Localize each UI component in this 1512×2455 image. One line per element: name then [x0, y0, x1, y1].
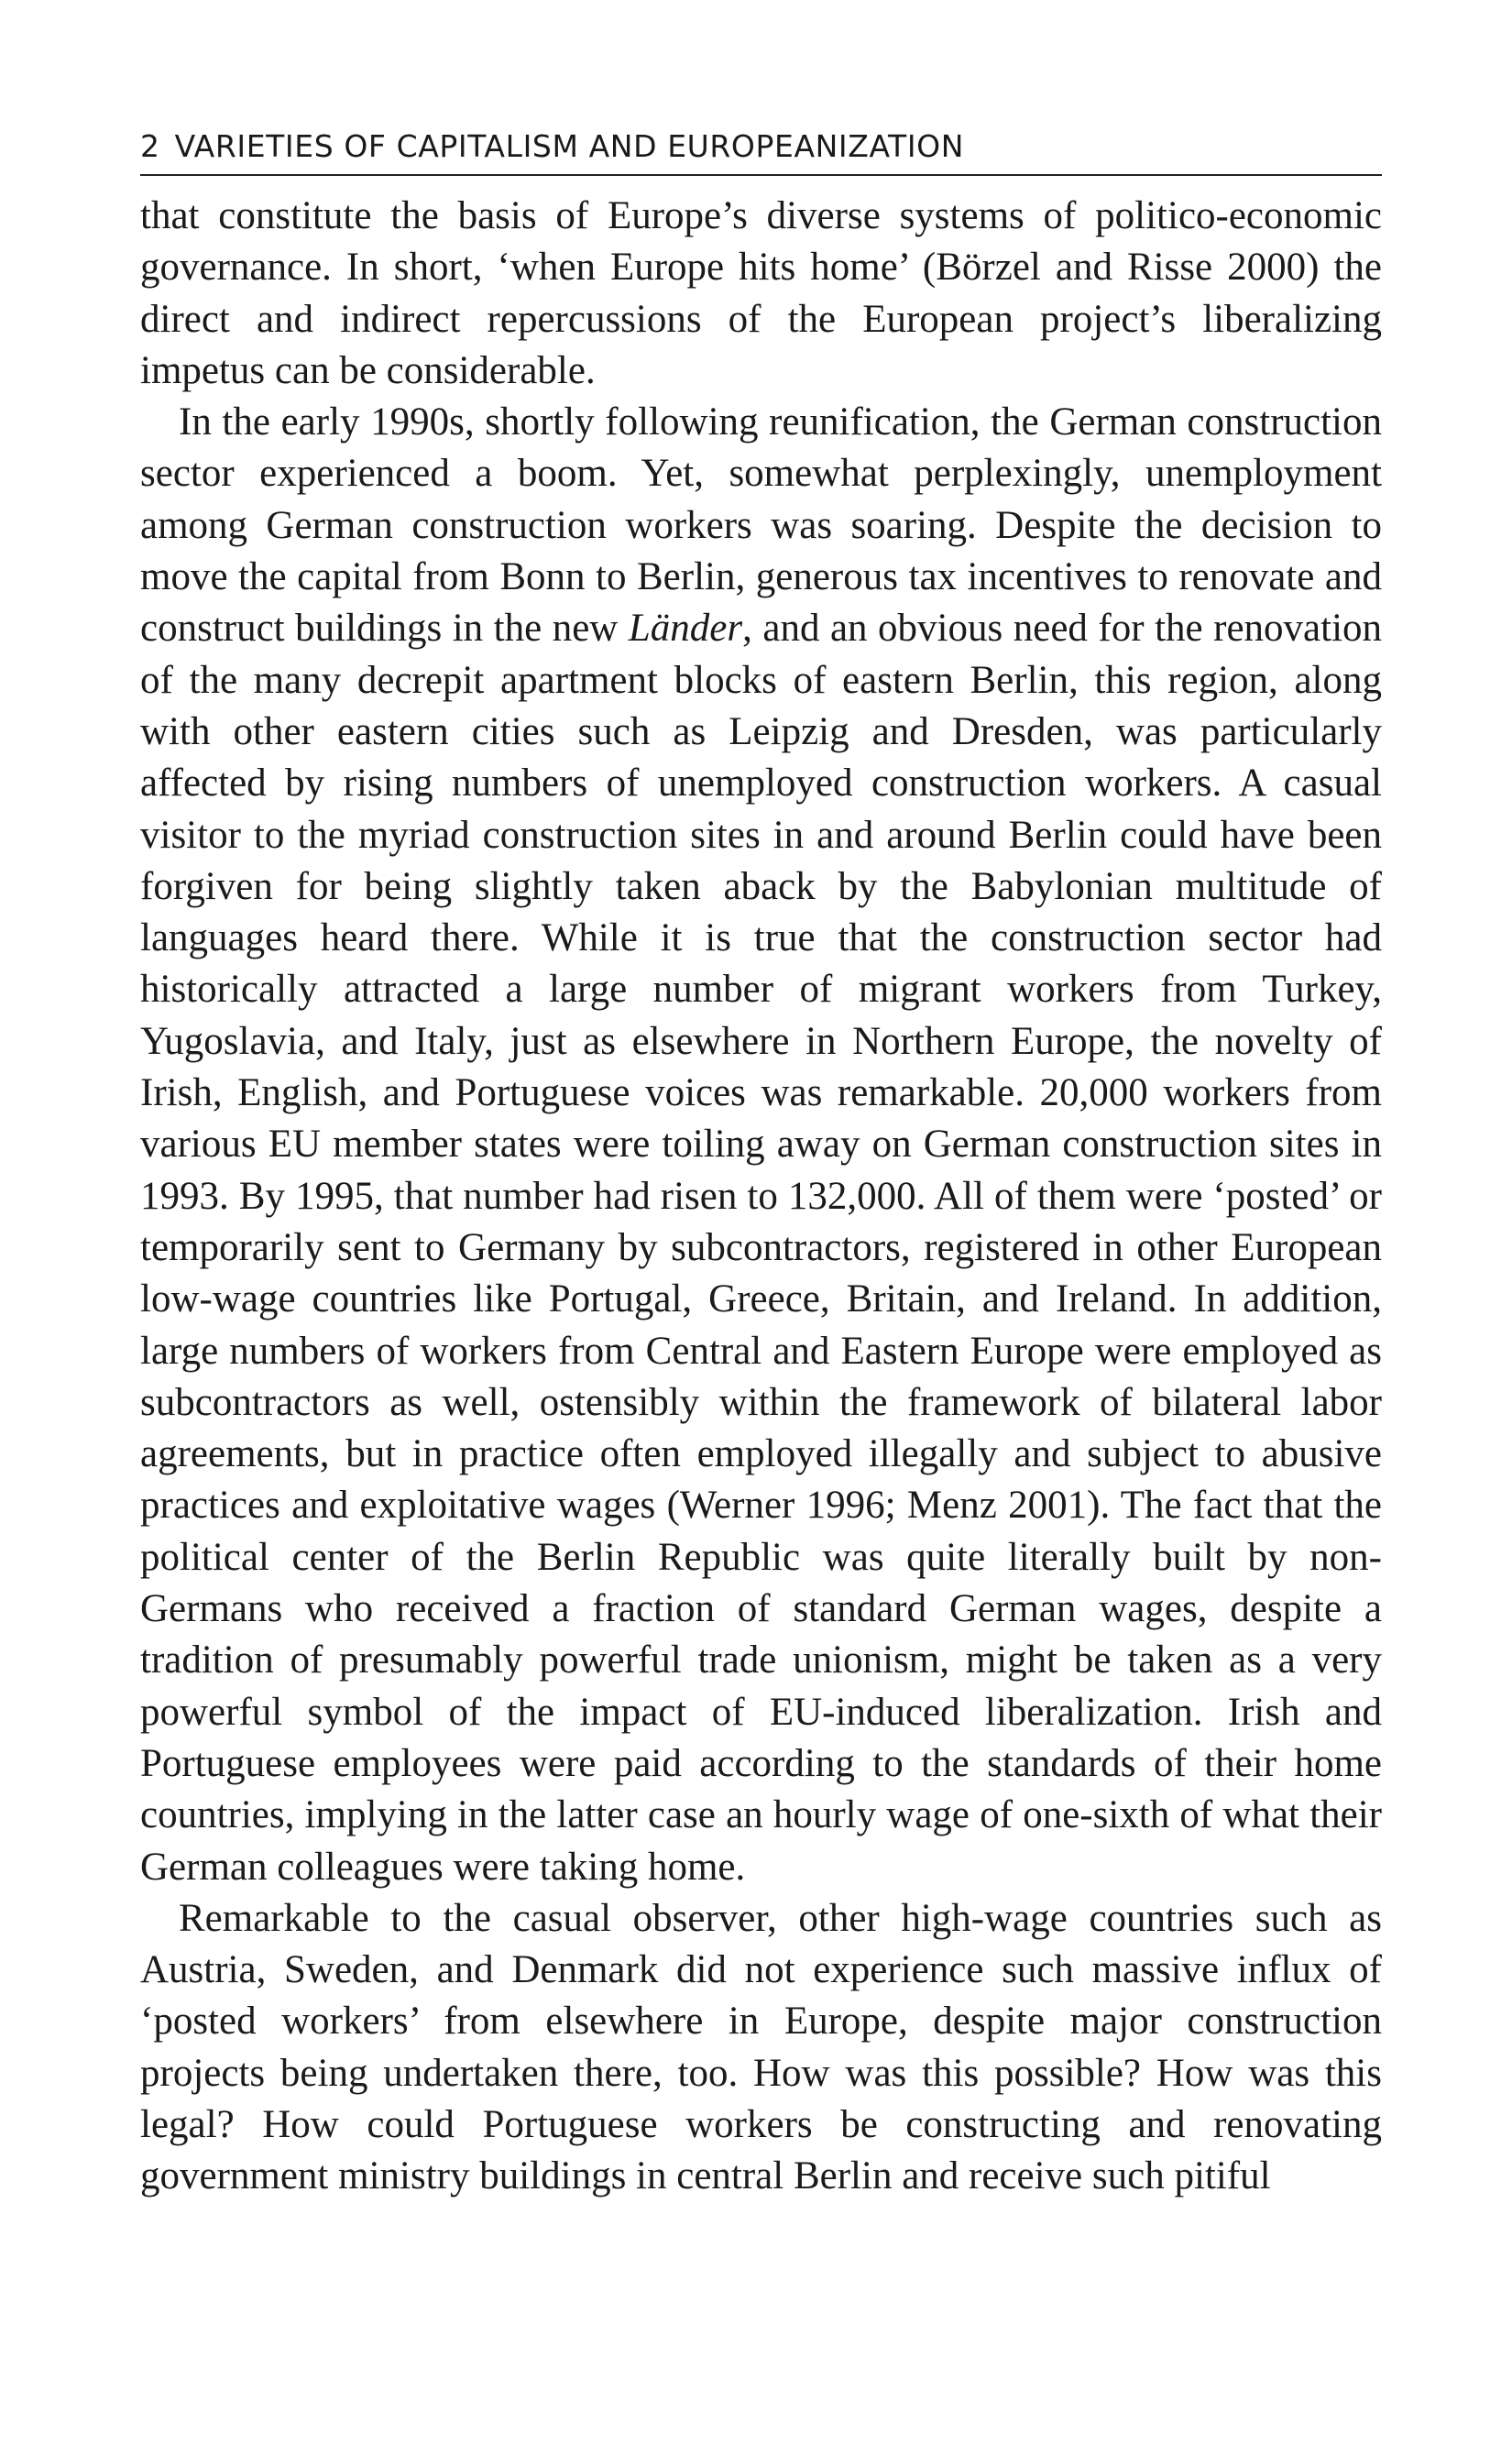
- paragraph-text: , and an obvious need for the renovation of the many decrepit apartment blocks of eastern Berlin, this region, along with other eastern cities such as Leipzig and Dresden, was particularly affected by rising numbers of unemployed construction workers. A casual visitor to the myriad construction sites in and around Berlin could have been forgiven for being slightly taken aback by the Babylonian multitude of languages heard there. While it is true that the construction sector had historically attracted a large number of migrant workers from Turkey, Yugoslavia, and Italy, just as elsewhere in Northern Europe, the novelty of Irish, English, and Portuguese voices was remarkable. 20,000 workers from various EU member states were toiling away on German construction sites in 1993. By 1995, that number had risen to 132,000. All of them were ‘posted’ or temporarily sent to Germany by subcontractors, registered in other European low-wage countries like Portugal, Greece, Britain, and Ireland. In addition, large numbers of workers from Central and Eastern Europe were employed as subcontractors as well, ostensibly within the framework of bilateral labor agreements, but in practice often employed illegally and subject to abusive practices and exploitative wages (Werner 1996; Menz 2001). The fact that the political center of the Berlin Republic was quite literally built by non-Germans who received a fraction of standard German wages, despite a tradition of presumably powerful trade unionism, might be taken as a very powerful symbol of the impact of EU-induced liberalization. Irish and Portuguese employees were paid according to the standards of their home countries, implying in the latter case an hourly wage of one-sixth of what their German colleagues were taking home.: [140, 607, 1383, 1889]
- running-title: VARIETIES OF CAPITALISM AND EUROPEANIZATION: [174, 128, 965, 164]
- page-number: 2: [140, 128, 160, 164]
- paragraph-text: that constitute the basis of Europe’s diverse systems of politico-economic governance. In short, ‘when Europe hits home’ (Börzel and Risse 2000) the direct and indirect repercussions of the European project’s liberalizing impetus can be considerable.: [140, 194, 1382, 392]
- paragraph-2: [140, 397, 1382, 1893]
- italic-term: Länder: [628, 607, 743, 651]
- paragraph-text: Remarkable to the casual observer, other high-wage countries such as Austria, Sweden, and Denmark did not experience such massive influx of ‘posted workers’ from elsewhere in Europe, despite major construction projects being undertaken there, too. How was this possible? How was this legal? How could Portuguese workers be constructing and renovating government ministry buildings in central Berlin and receive such pitiful: [140, 1896, 1382, 2198]
- running-header: [140, 128, 1382, 176]
- paragraph-text: In the early 1990s, shortly following reunification, the German construction sector experienced a boom. Yet, somewhat perplexingly, unemployment among German construction workers was soaring. Despite the decision to move the capital from Bonn to Berlin, generous tax incentives to renovate and construct buildings in the new: [140, 400, 1382, 651]
- paragraph-3: [140, 1893, 1382, 2203]
- paragraph-1: [140, 191, 1382, 397]
- book-page: [140, 128, 1382, 2203]
- body-text: [140, 191, 1382, 2203]
